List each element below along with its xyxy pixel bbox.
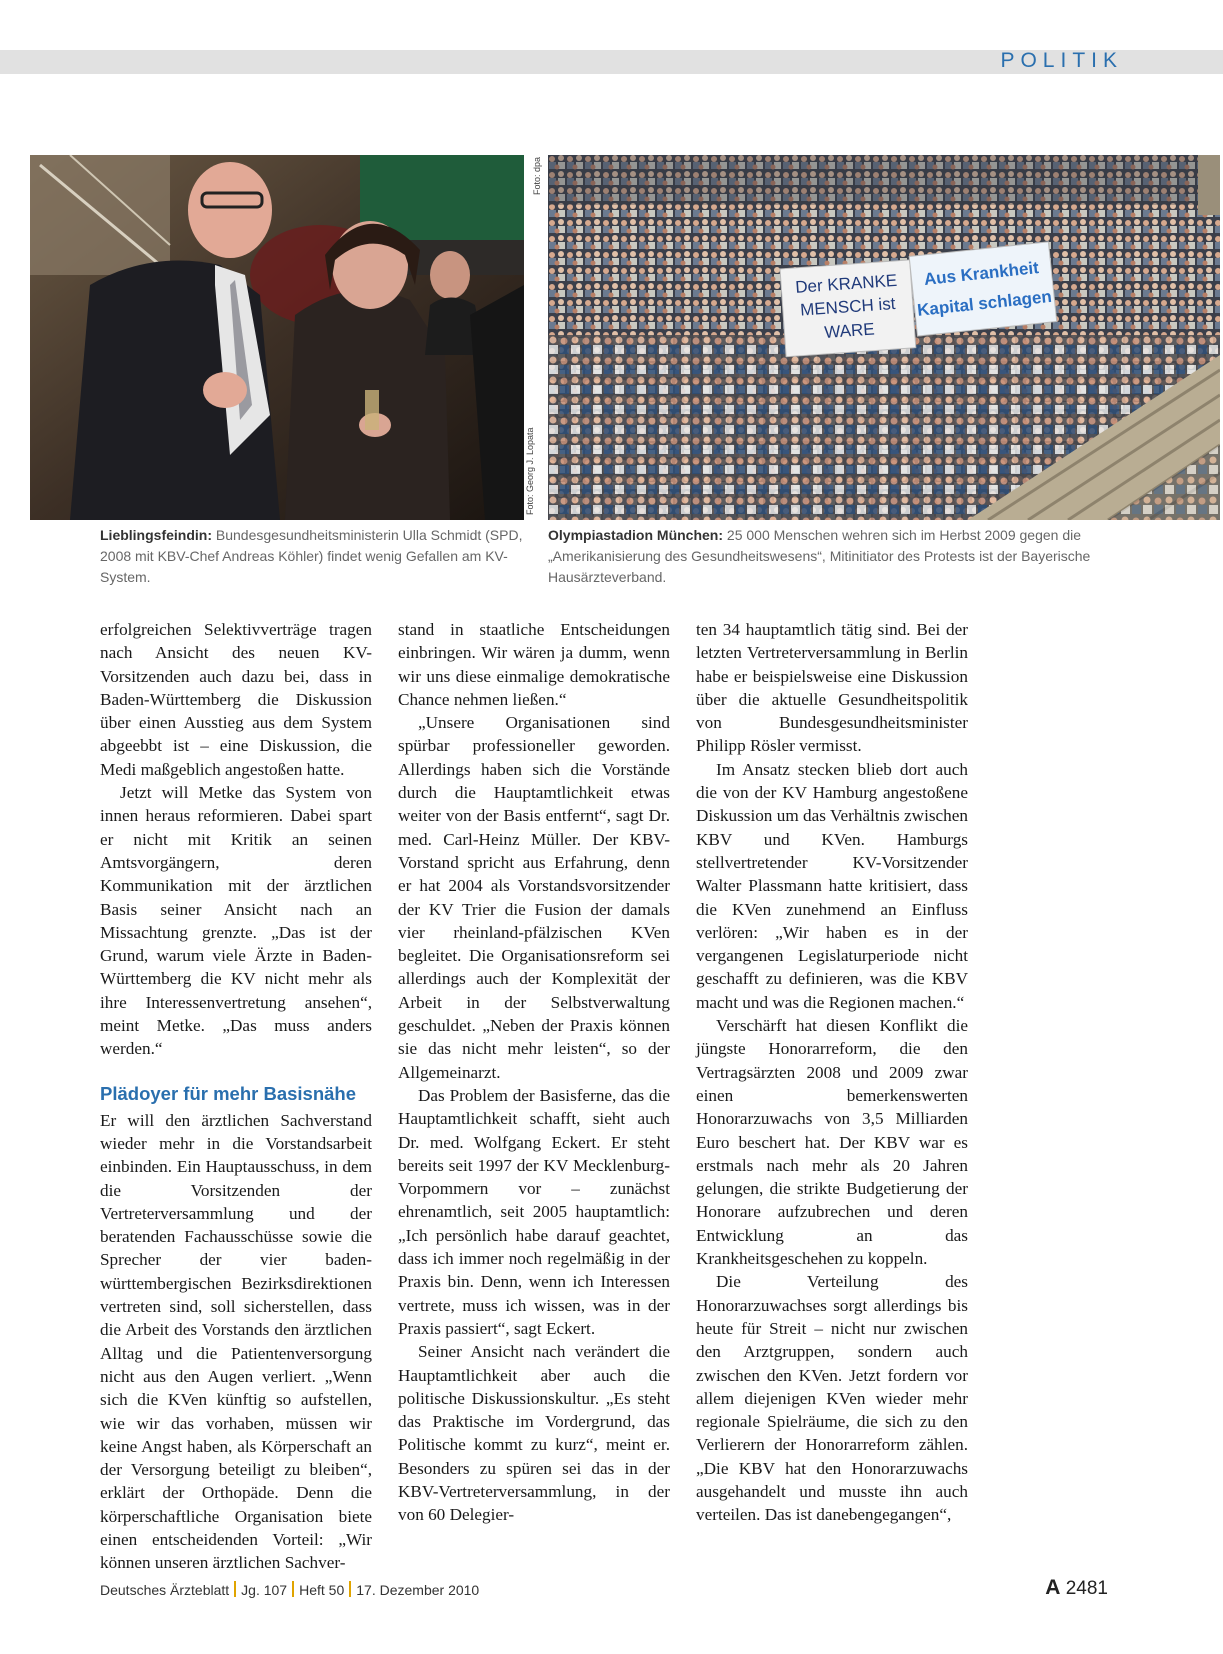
separator [349, 1581, 351, 1597]
issue: Heft 50 [299, 1582, 345, 1598]
photo-stadium-protest [548, 155, 1220, 520]
article-column-1 [100, 618, 372, 1575]
footer-citation [100, 1581, 479, 1598]
volume: Jg. 107 [241, 1582, 288, 1598]
section-label: POLITIK [1000, 49, 1123, 72]
caption-right-text: 25 000 Menschen wehren sich im Herbst 2009 gegen die „Amerikanisierung des Gesundheitswesens“, Mitinitiator des Protests ist der Bayerische Hausärzteverband. [548, 527, 1091, 585]
svg-text:Aus Krankheit: Aus Krankheit [923, 258, 1040, 290]
issue-date: 17. Dezember 2010 [356, 1582, 480, 1598]
paragraph: „Unsere Organisationen sind spürbar professioneller geworden. Allerdings haben sich die Vorstände durch die Hauptamtlichkeit etwas weiter von der Basis entfernt“, sagt Dr. med. Carl-Heinz Müller. Der KBV-Vorstand spricht aus Erfahrung, denn er hat 2004 als Vorstandsvorsitzender der KV Trier die Fusion der damals vier rheinland-pfälzischen KVen begleitet. Die Organisationsreform sei allerdings auch der Komplexität der Arbeit in der Selbstverwaltung geschuldet. „Neben der Praxis können sie das nicht mehr leisten“, so der Allgemeinarzt. [398, 713, 670, 1082]
svg-text:Kapital schlagen: Kapital schlagen [916, 286, 1053, 320]
separator [234, 1581, 236, 1597]
paragraph: Verschärft hat diesen Konflikt die jüngste Honorarreform, die den Vertragsärzten 2008 und 2009 zwar einen bemerkenswerten Honorarzuwachs von 3,5 Milliarden Euro beschert hat. Der KBV war es erstmals nach mehr als 20 Jahren gelungen, die strikte Budgetierung der Honorare aufzubrechen und deren Entwicklung an das Krankheitsgeschehen zu koppeln. [696, 1016, 968, 1269]
paragraph: stand in staatliche Entscheidungen einbringen. Wir wären ja dumm, wenn wir uns diese einmalige demokratische Chance nehmen ließen.“ [398, 620, 670, 709]
paragraph: Im Ansatz stecken blieb dort auch die von der KV Hamburg angestoßene Diskussion um das Verhältnis zwischen KBV und KVen. Hamburgs stellvertretender KV-Vorsitzender Walter Plassmann hatte kritisiert, dass die KVen zunehmend an Einfluss verlören: „Wir haben es in der vergangenen Legislaturperiode nicht geschafft zu definieren, was die KBV macht und was die Regionen machen.“ [696, 759, 968, 1012]
svg-text:WARE: WARE [823, 319, 876, 342]
paragraph: Seiner Ansicht nach verändert die Hauptamtlichkeit aber auch die politische Diskussionskultur. „Es steht das Praktische im Vordergrund, das Politische kommt zu kurz“, meint er. Besonders zu spüren sei das in der KBV-Vertreterversammlung, in der von 60 Delegier- [398, 1342, 670, 1525]
page-number [1045, 1576, 1108, 1600]
page-letter: A [1045, 1576, 1061, 1599]
svg-text:MENSCH ist: MENSCH ist [799, 294, 897, 320]
paragraph: erfolgreichen Selektivverträge tragen nach Ansicht des neuen KV-Vorsitzenden auch dazu bei, dass in Baden-Württemberg die Diskussion über einen Ausstieg aus dem System abgeebbt ist – eine Diskussion, die Medi maßgeblich angestoßen hatte. [100, 620, 372, 779]
photo-reception [30, 155, 524, 520]
photo-credit-left: Foto: Georg J. Lopata [525, 427, 535, 515]
caption-left [100, 525, 528, 588]
article-column-2 [398, 618, 670, 1527]
separator [292, 1581, 294, 1597]
caption-left-title: Lieblingsfeindin: [100, 527, 212, 543]
caption-right [548, 525, 1148, 588]
paragraph: Das Problem der Basisferne, das die Hauptamtlichkeit schafft, sieht auch Dr. med. Wolfgang Eckert. Er steht bereits seit 1997 der KV Mecklenburg-Vorpommern vor – zunächst ehrenamtlich, seit 2005 hauptamtlich: „Ich persönlich habe darauf geachtet, dass ich immer noch regelmäßig in der Praxis bin. Denn, wenn ich Interessen vertrete, muss ich wissen, was in der Praxis passiert“, sagt Eckert. [398, 1085, 670, 1338]
paragraph: Jetzt will Metke das System von innen heraus reformieren. Dabei spart er nicht mit Kritik an seinen Amtsvorgängern, deren Kommunikation mit der ärztlichen Basis seiner Ansicht nach an Missachtung grenzte. „Das ist der Grund, warum viele Ärzte in Baden-Württemberg die KV nicht mehr als ihre Interessenvertretung ansehen“, meint Metke. „Das muss anders werden.“ [100, 783, 372, 1059]
paragraph: Er will den ärztlichen Sachverstand wieder mehr in die Vorstandsarbeit einbinden. Ein Hauptausschuss, in dem die Vorsitzenden der Vertreterversammlung und der beratenden Fachausschüsse sowie die Sprecher der vier baden-württembergischen Bezirksdirektionen vertreten sind, soll sicherstellen, dass die Arbeit des Vorstands den ärztlichen Alltag und die Patientenversorgung nicht aus den Augen verliert. „Wenn sich die KVen künftig so aufstellen, wie wir das vorhaben, müssen wir keine Angst haben, als Körperschaft an der Versorgung beteiligt zu bleiben“, erklärt der Orthopäde. Denn die körperschaftliche Organisation biete einen entscheidenden Vorteil: „Wir können unseren ärztlichen Sachver- [100, 1110, 372, 1573]
caption-right-title: Olympiastadion München: [548, 527, 724, 543]
page-number-value: 2481 [1065, 1578, 1108, 1599]
paragraph: ten 34 hauptamtlich tätig sind. Bei der letzten Vertreterversammlung in Berlin habe er beispielsweise eine Diskussion über die aktuelle Gesundheitspolitik von Bundesgesundheitsminister Philipp Rösler vermisst. [696, 620, 968, 756]
journal-name: Deutsches Ärzteblatt [100, 1582, 230, 1598]
photo-credit-right: Foto: dpa [532, 156, 542, 195]
svg-text:Der KRANKE: Der KRANKE [794, 270, 898, 297]
article-column-3 [696, 618, 968, 1527]
subheading: Plädoyer für mehr Basisnähe [100, 1082, 357, 1104]
caption-left-text: Bundesgesundheitsministerin Ulla Schmidt (SPD, 2008 mit KBV-Chef Andreas Köhler) findet wenig Gefallen am KV-System. [100, 527, 523, 585]
paragraph: Die Verteilung des Honorarzuwachses sorgt allerdings bis heute für Streit – nicht nur zwischen den Arztgruppen, sondern auch zwischen den KVen. Jetzt fordern vor allem diejenigen KVen wieder mehr regionale Spielräume, die sich zu den Verlierern der Honorarreform zählen. „Die KBV hat den Honorarzuwachs ausgehandelt und musste ihn auch verteilen. Das ist danebengegangen“, [696, 1272, 968, 1525]
